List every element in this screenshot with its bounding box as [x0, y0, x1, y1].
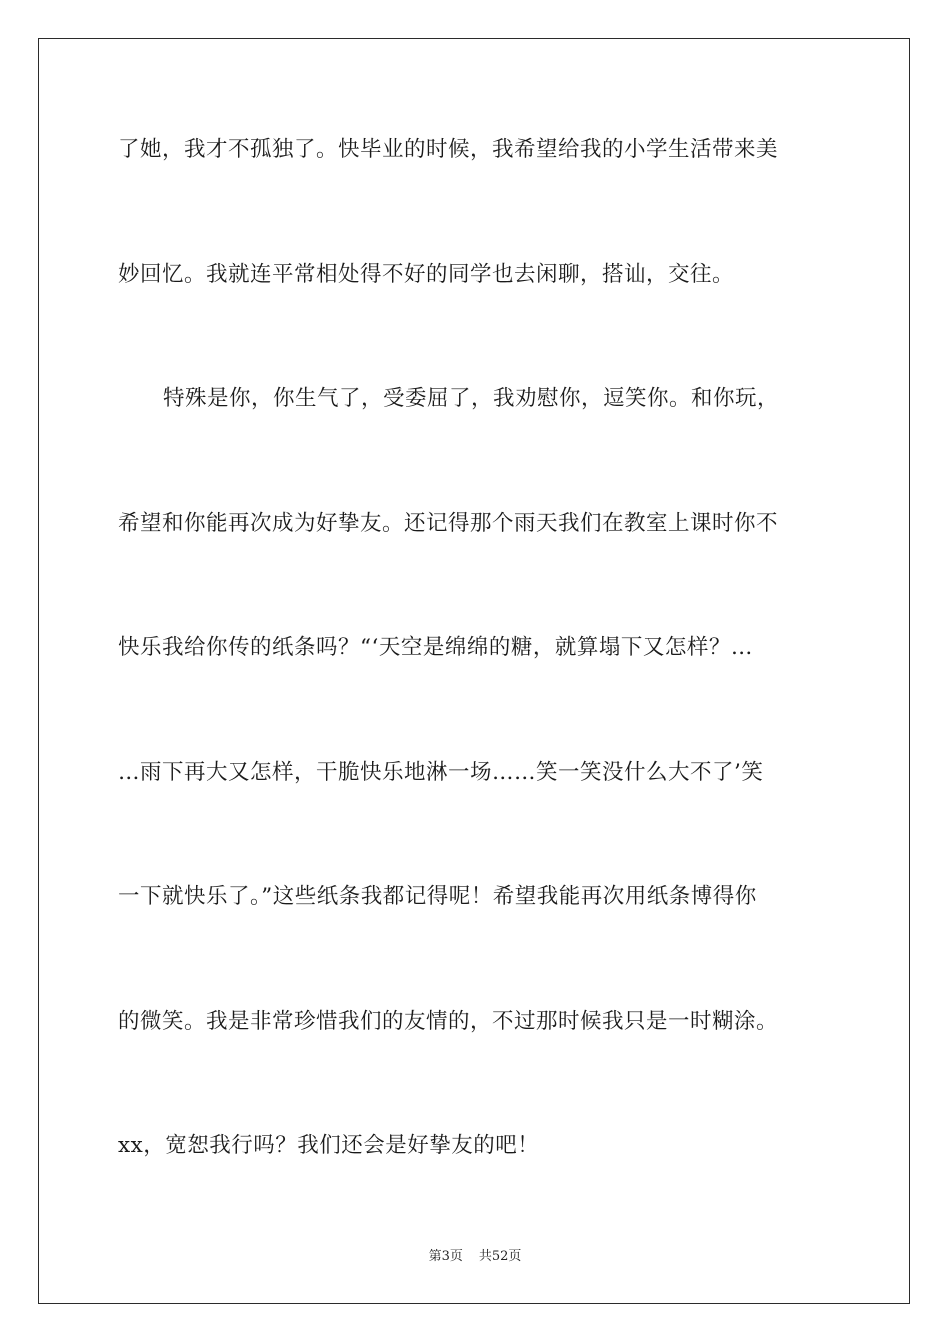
body-line-4: 希望和你能再次成为好挚友。还记得那个雨天我们在教室上课时你不 [118, 511, 779, 536]
body-line-1: 了她，我才不孤独了。快毕业的时候，我希望给我的小学生活带来美 [118, 137, 779, 162]
body-line-7: 一下就快乐了。”这些纸条我都记得呢！希望我能再次用纸条博得你 [118, 884, 757, 909]
body-line-9: xx，宽恕我行吗？我们还会是好挚友的吧！ [118, 1133, 540, 1158]
body-line-5: 快乐我给你传的纸条吗？“‘天空是绵绵的糖，就算塌下又怎样？… [118, 635, 753, 660]
page-total: 共52页 [478, 1249, 522, 1264]
page-footer [0, 1248, 950, 1266]
body-line-6: …雨下再大又怎样，干脆快乐地淋一场……笑一笑没什么大不了’笑 [118, 760, 764, 785]
page-border [38, 38, 910, 1304]
body-line-3: 特殊是你，你生气了，受委屈了，我劝慰你，逗笑你。和你玩， [163, 386, 780, 411]
body-line-8: 的微笑。我是非常珍惜我们的友情的，不过那时候我只是一时糊涂。 [118, 1009, 779, 1034]
body-line-2: 妙回忆。我就连平常相处得不好的同学也去闲聊，搭讪，交往。 [118, 262, 735, 287]
page-number: 第3页 [428, 1249, 463, 1264]
